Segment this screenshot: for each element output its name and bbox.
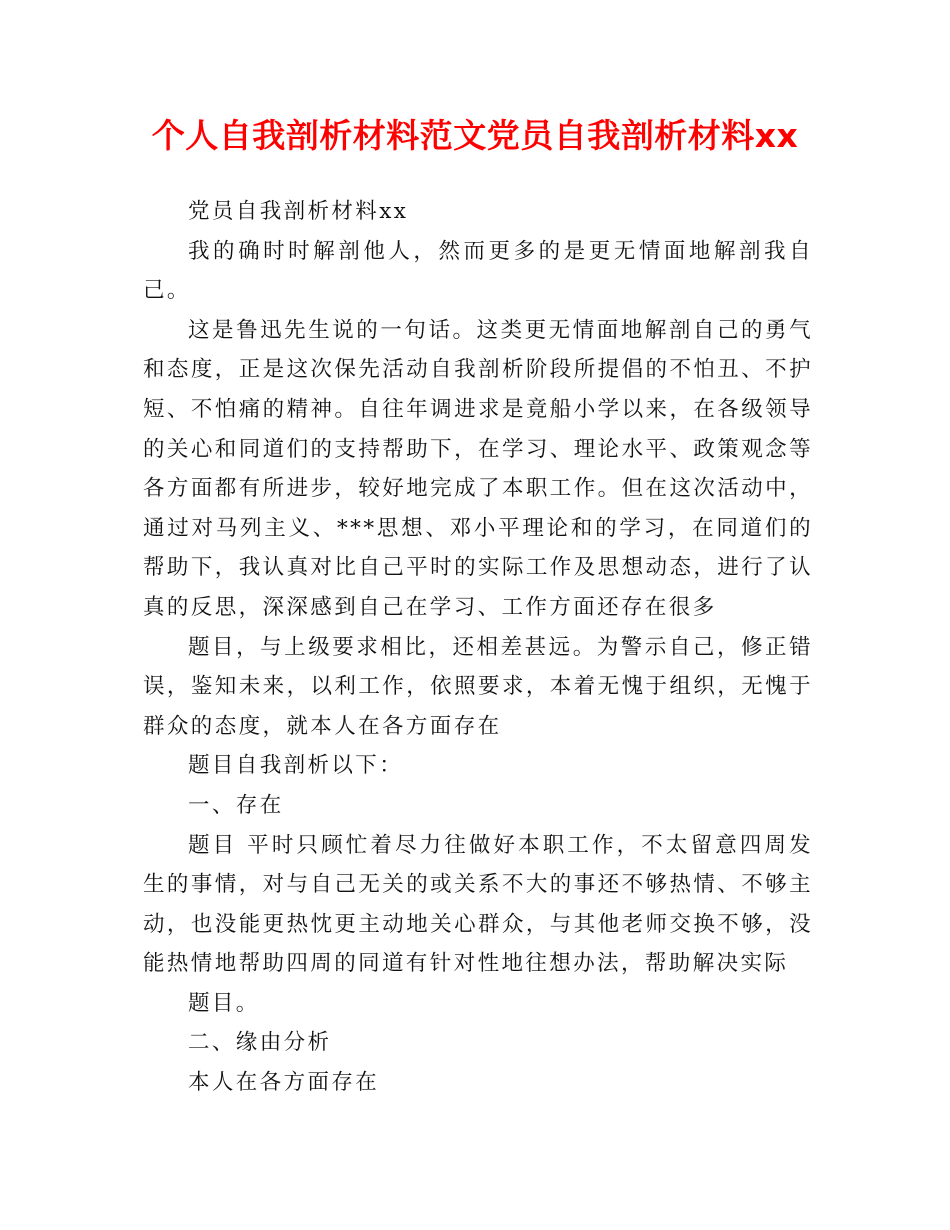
paragraph-quote: 我的确时时解剖他人，然而更多的是更无情面地解剖我自己。	[143, 238, 813, 304]
section-heading-1: 一、存在	[188, 792, 284, 818]
paragraph-analysis-intro: 题目自我剖析以下：	[188, 753, 404, 779]
paragraph-issues: 题目 平时只顾忙着尽力往做好本职工作，不太留意四周发生的事情，对与自己无关的或关系不大的事还不够热情、不够主动，也没能更热忱更主动地关心群众，与其他老师交换不够，没能热情地帮助四周的同道有针对性地往想办法，帮助解决实际	[143, 832, 813, 977]
paragraph-issues-end: 题目。	[188, 990, 260, 1016]
document-body	[143, 192, 813, 1103]
paragraph-cause: 本人在各方面存在	[188, 1070, 380, 1096]
section-heading-2: 二、缘由分析	[188, 1030, 332, 1056]
paragraph-requirements: 题目，与上级要求相比，还相差甚远。为警示自己，修正错误，鉴知未来，以利工作，依照要求，本着无愧于组织，无愧于群众的态度，就本人在各方面存在	[143, 634, 813, 739]
document-title: 个人自我剖析材料范文党员自我剖析材料xx	[151, 116, 799, 155]
paragraph-subtitle: 党员自我剖析材料xx	[188, 199, 409, 224]
paragraph-intro: 这是鲁迅先生说的一句话。这类更无情面地解剖自己的勇气和态度，正是这次保先活动自我剖析阶段所提倡的不怕丑、不护短、不怕痛的精神。自往年调进求是竟船小学以来，在各级领导的关心和同道们的支持帮助下，在学习、理论水平、政策观念等各方面都有所进步，较好地完成了本职工作。但在这次活动中，通过对马列主义、***思想、邓小平理论和的学习，在同道们的帮助下，我认真对比自己平时的实际工作及思想动态，进行了认真的反思，深深感到自己在学习、工作方面还存在很多	[143, 317, 813, 620]
